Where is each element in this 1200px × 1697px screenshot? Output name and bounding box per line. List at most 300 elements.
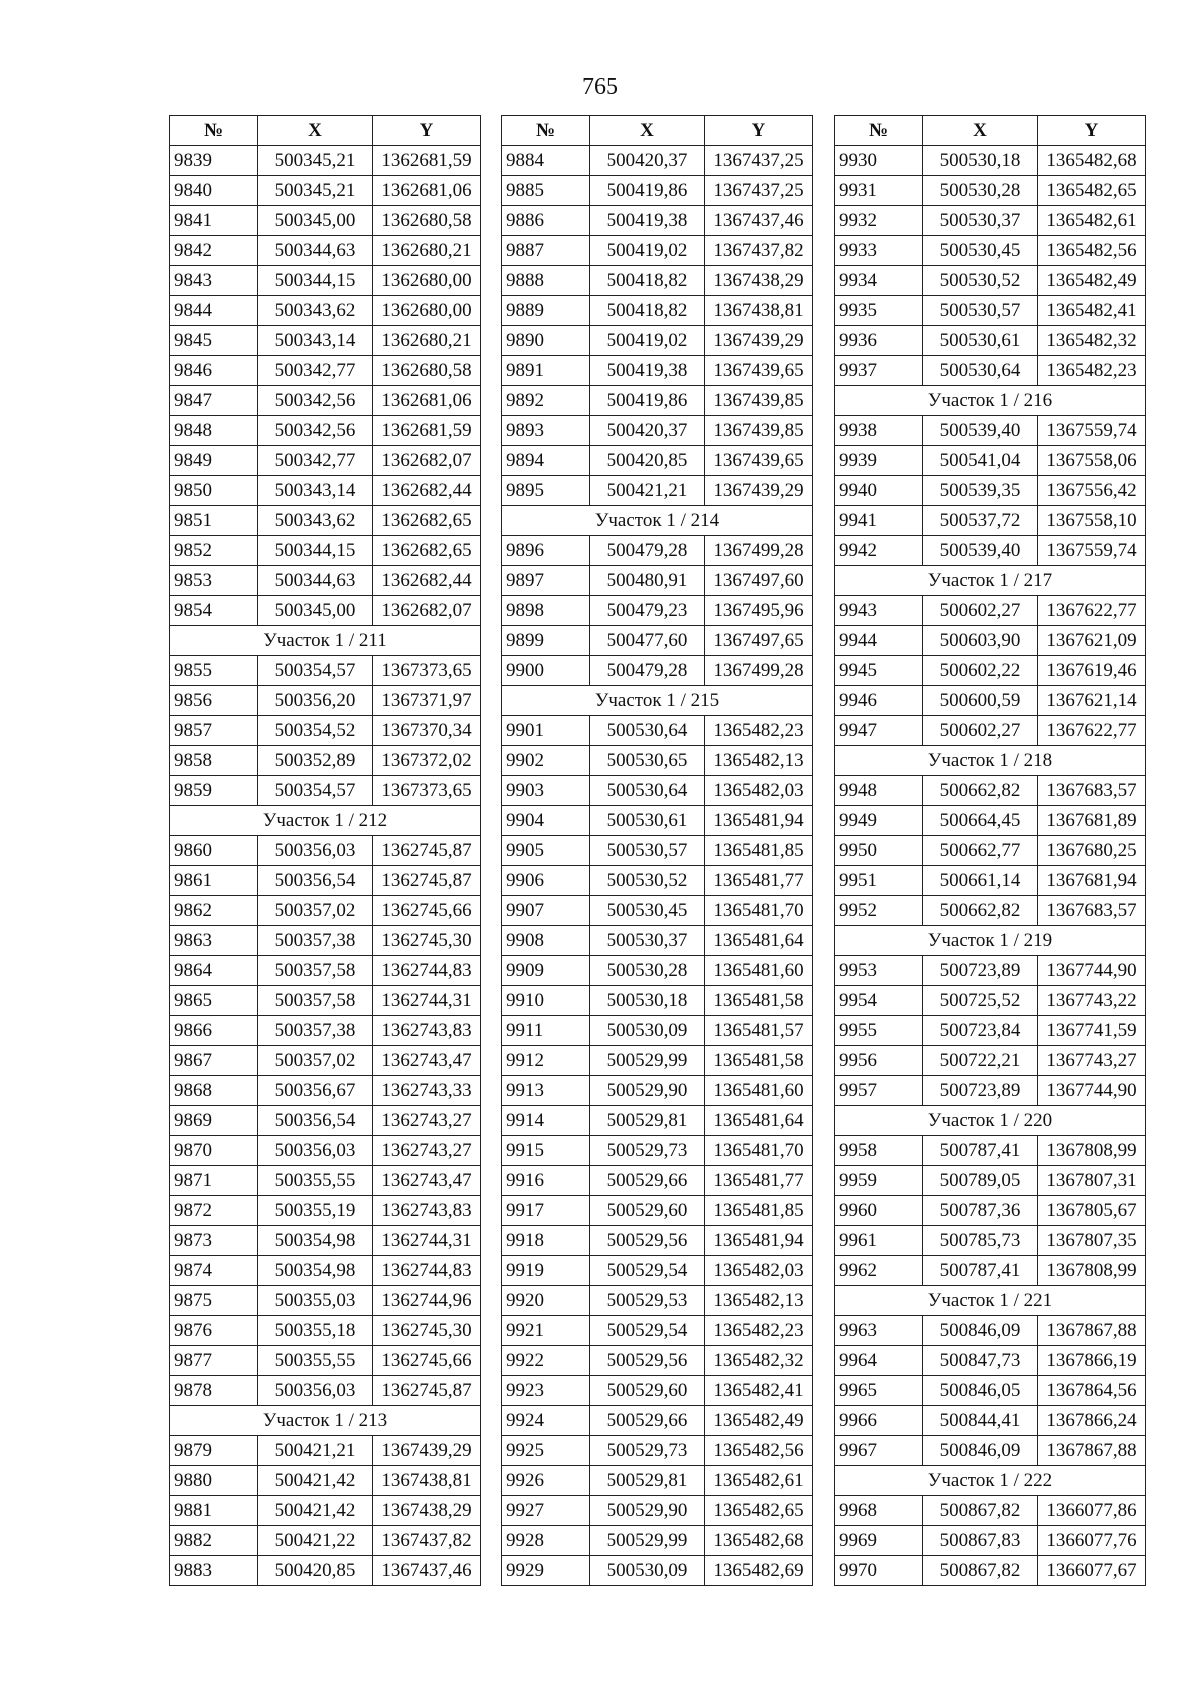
x-coordinate: 500529,73 [590, 1136, 705, 1166]
y-coordinate: 1362680,58 [373, 206, 481, 236]
x-coordinate: 500477,60 [590, 626, 705, 656]
point-number: 9928 [502, 1526, 590, 1556]
point-number: 9866 [170, 1016, 258, 1046]
point-number: 9872 [170, 1196, 258, 1226]
y-coordinate: 1365482,23 [705, 716, 813, 746]
point-number: 9903 [502, 776, 590, 806]
y-coordinate: 1367559,74 [1038, 416, 1146, 446]
x-coordinate: 500356,03 [258, 1376, 373, 1406]
section-row [835, 566, 1146, 596]
x-coordinate: 500421,21 [258, 1436, 373, 1466]
y-coordinate: 1362681,59 [373, 146, 481, 176]
header-y: Y [1038, 116, 1146, 146]
point-number: 9851 [170, 506, 258, 536]
point-number: 9948 [835, 776, 923, 806]
table-row [502, 1526, 813, 1556]
x-coordinate: 500420,85 [590, 446, 705, 476]
point-number: 9878 [170, 1376, 258, 1406]
y-coordinate: 1365481,77 [705, 866, 813, 896]
x-coordinate: 500354,98 [258, 1256, 373, 1286]
y-coordinate: 1365481,70 [705, 896, 813, 926]
point-number: 9914 [502, 1106, 590, 1136]
coordinates-table-1 [169, 115, 481, 1586]
y-coordinate: 1366077,67 [1038, 1556, 1146, 1586]
table-row [502, 206, 813, 236]
point-number: 9912 [502, 1046, 590, 1076]
y-coordinate: 1362681,06 [373, 176, 481, 206]
point-number: 9893 [502, 416, 590, 446]
x-coordinate: 500723,89 [923, 1076, 1038, 1106]
x-coordinate: 500419,02 [590, 236, 705, 266]
point-number: 9907 [502, 896, 590, 926]
point-number: 9920 [502, 1286, 590, 1316]
x-coordinate: 500539,35 [923, 476, 1038, 506]
y-coordinate: 1362744,31 [373, 1226, 481, 1256]
point-number: 9941 [835, 506, 923, 536]
x-coordinate: 500867,82 [923, 1496, 1038, 1526]
table-row [835, 146, 1146, 176]
table-row [170, 1106, 481, 1136]
y-coordinate: 1366077,76 [1038, 1526, 1146, 1556]
table-row [502, 1106, 813, 1136]
x-coordinate: 500603,90 [923, 626, 1038, 656]
header-number: № [835, 116, 923, 146]
x-coordinate: 500354,98 [258, 1226, 373, 1256]
x-coordinate: 500530,61 [923, 326, 1038, 356]
section-row [170, 626, 481, 656]
point-number: 9887 [502, 236, 590, 266]
table-row [502, 446, 813, 476]
x-coordinate: 500419,86 [590, 386, 705, 416]
point-number: 9865 [170, 986, 258, 1016]
table-row [835, 1496, 1146, 1526]
table-row [502, 1046, 813, 1076]
y-coordinate: 1367681,94 [1038, 866, 1146, 896]
point-number: 9880 [170, 1466, 258, 1496]
y-coordinate: 1367621,09 [1038, 626, 1146, 656]
y-coordinate: 1367808,99 [1038, 1256, 1146, 1286]
y-coordinate: 1367437,25 [705, 146, 813, 176]
x-coordinate: 500530,64 [590, 716, 705, 746]
section-row [835, 1106, 1146, 1136]
table-row [835, 776, 1146, 806]
point-number: 9936 [835, 326, 923, 356]
x-coordinate: 500529,66 [590, 1166, 705, 1196]
point-number: 9970 [835, 1556, 923, 1586]
table-row [170, 566, 481, 596]
table-row [835, 446, 1146, 476]
point-number: 9947 [835, 716, 923, 746]
x-coordinate: 500356,54 [258, 1106, 373, 1136]
table-row [502, 386, 813, 416]
point-number: 9888 [502, 266, 590, 296]
x-coordinate: 500530,64 [590, 776, 705, 806]
table-row [502, 1196, 813, 1226]
x-coordinate: 500355,19 [258, 1196, 373, 1226]
point-number: 9944 [835, 626, 923, 656]
point-number: 9968 [835, 1496, 923, 1526]
x-coordinate: 500846,09 [923, 1436, 1038, 1466]
point-number: 9951 [835, 866, 923, 896]
y-coordinate: 1362743,47 [373, 1046, 481, 1076]
table-row [502, 1376, 813, 1406]
x-coordinate: 500530,09 [590, 1016, 705, 1046]
table-row [835, 506, 1146, 536]
x-coordinate: 500530,18 [923, 146, 1038, 176]
point-number: 9966 [835, 1406, 923, 1436]
table-row [835, 656, 1146, 686]
table-row [502, 656, 813, 686]
table-row [170, 776, 481, 806]
y-coordinate: 1367866,24 [1038, 1406, 1146, 1436]
x-coordinate: 500344,63 [258, 236, 373, 266]
x-coordinate: 500867,83 [923, 1526, 1038, 1556]
table-row [835, 836, 1146, 866]
y-coordinate: 1367437,82 [705, 236, 813, 266]
x-coordinate: 500529,54 [590, 1316, 705, 1346]
x-coordinate: 500530,28 [590, 956, 705, 986]
x-coordinate: 500421,42 [258, 1466, 373, 1496]
x-coordinate: 500529,81 [590, 1106, 705, 1136]
table-row [502, 1346, 813, 1376]
section-row [835, 926, 1146, 956]
y-coordinate: 1365481,60 [705, 956, 813, 986]
y-coordinate: 1362745,30 [373, 1316, 481, 1346]
table-row [835, 626, 1146, 656]
y-coordinate: 1365482,68 [705, 1526, 813, 1556]
y-coordinate: 1365482,65 [1038, 176, 1146, 206]
x-coordinate: 500480,91 [590, 566, 705, 596]
x-coordinate: 500530,45 [923, 236, 1038, 266]
point-number: 9854 [170, 596, 258, 626]
section-label: Участок 1 / 221 [835, 1286, 1146, 1316]
y-coordinate: 1367439,65 [705, 356, 813, 386]
section-label: Участок 1 / 214 [502, 506, 813, 536]
point-number: 9883 [170, 1556, 258, 1586]
x-coordinate: 500479,28 [590, 536, 705, 566]
table-row [170, 926, 481, 956]
x-coordinate: 500602,22 [923, 656, 1038, 686]
x-coordinate: 500420,37 [590, 146, 705, 176]
table-row [170, 1496, 481, 1526]
point-number: 9864 [170, 956, 258, 986]
table-row [502, 836, 813, 866]
y-coordinate: 1362680,00 [373, 266, 481, 296]
table-row [835, 896, 1146, 926]
table-row [170, 1196, 481, 1226]
table-row [835, 1556, 1146, 1586]
x-coordinate: 500419,02 [590, 326, 705, 356]
y-coordinate: 1362682,65 [373, 536, 481, 566]
x-coordinate: 500356,20 [258, 686, 373, 716]
y-coordinate: 1367744,90 [1038, 1076, 1146, 1106]
table-row [170, 146, 481, 176]
point-number: 9931 [835, 176, 923, 206]
table-row [835, 956, 1146, 986]
table-row [835, 536, 1146, 566]
y-coordinate: 1367437,25 [705, 176, 813, 206]
table-row [170, 236, 481, 266]
x-coordinate: 500419,86 [590, 176, 705, 206]
y-coordinate: 1362745,30 [373, 926, 481, 956]
x-coordinate: 500530,57 [923, 296, 1038, 326]
x-coordinate: 500352,89 [258, 746, 373, 776]
y-coordinate: 1367807,35 [1038, 1226, 1146, 1256]
y-coordinate: 1365482,41 [705, 1376, 813, 1406]
y-coordinate: 1362744,96 [373, 1286, 481, 1316]
point-number: 9857 [170, 716, 258, 746]
section-label: Участок 1 / 213 [170, 1406, 481, 1436]
table-row [502, 416, 813, 446]
x-coordinate: 500342,77 [258, 446, 373, 476]
table-row [835, 986, 1146, 1016]
y-coordinate: 1362745,87 [373, 836, 481, 866]
table-row [835, 1406, 1146, 1436]
y-coordinate: 1365481,64 [705, 1106, 813, 1136]
table-row [502, 986, 813, 1016]
table-row [170, 866, 481, 896]
point-number: 9953 [835, 956, 923, 986]
y-coordinate: 1367867,88 [1038, 1436, 1146, 1466]
table-row [835, 1076, 1146, 1106]
point-number: 9846 [170, 356, 258, 386]
table-row [170, 296, 481, 326]
y-coordinate: 1367373,65 [373, 776, 481, 806]
x-coordinate: 500529,56 [590, 1226, 705, 1256]
table-row [170, 656, 481, 686]
table-row [170, 1286, 481, 1316]
point-number: 9844 [170, 296, 258, 326]
table-row [502, 176, 813, 206]
point-number: 9891 [502, 356, 590, 386]
table-row [502, 1496, 813, 1526]
point-number: 9924 [502, 1406, 590, 1436]
table-row [170, 386, 481, 416]
y-coordinate: 1362743,83 [373, 1196, 481, 1226]
y-coordinate: 1367680,25 [1038, 836, 1146, 866]
table-row [502, 296, 813, 326]
x-coordinate: 500530,28 [923, 176, 1038, 206]
x-coordinate: 500600,59 [923, 686, 1038, 716]
y-coordinate: 1362680,00 [373, 296, 481, 326]
y-coordinate: 1367438,81 [705, 296, 813, 326]
table-row [835, 1376, 1146, 1406]
table-row [502, 1406, 813, 1436]
table-row [835, 1316, 1146, 1346]
table-row [170, 746, 481, 776]
table-row [502, 326, 813, 356]
table-row [170, 1166, 481, 1196]
table-header-row [835, 116, 1146, 146]
table-row [502, 1286, 813, 1316]
table-row [502, 1076, 813, 1106]
table-row [170, 356, 481, 386]
point-number: 9847 [170, 386, 258, 416]
table-row [835, 686, 1146, 716]
y-coordinate: 1362682,44 [373, 566, 481, 596]
section-row [835, 386, 1146, 416]
y-coordinate: 1367864,56 [1038, 1376, 1146, 1406]
y-coordinate: 1365482,23 [1038, 356, 1146, 386]
table-row [170, 986, 481, 1016]
point-number: 9919 [502, 1256, 590, 1286]
x-coordinate: 500420,37 [590, 416, 705, 446]
coordinates-table-2 [501, 115, 813, 1586]
table-row [835, 296, 1146, 326]
x-coordinate: 500529,99 [590, 1526, 705, 1556]
table-row [502, 626, 813, 656]
y-coordinate: 1362681,06 [373, 386, 481, 416]
x-coordinate: 500529,60 [590, 1196, 705, 1226]
point-number: 9908 [502, 926, 590, 956]
x-coordinate: 500722,21 [923, 1046, 1038, 1076]
x-coordinate: 500343,62 [258, 296, 373, 326]
y-coordinate: 1365482,56 [705, 1436, 813, 1466]
table-row [170, 1346, 481, 1376]
y-coordinate: 1362743,83 [373, 1016, 481, 1046]
x-coordinate: 500662,82 [923, 896, 1038, 926]
table-row [835, 716, 1146, 746]
point-number: 9842 [170, 236, 258, 266]
table-row [835, 176, 1146, 206]
y-coordinate: 1362744,83 [373, 956, 481, 986]
x-coordinate: 500844,41 [923, 1406, 1038, 1436]
point-number: 9946 [835, 686, 923, 716]
x-coordinate: 500662,82 [923, 776, 1038, 806]
point-number: 9860 [170, 836, 258, 866]
y-coordinate: 1367683,57 [1038, 776, 1146, 806]
y-coordinate: 1367743,27 [1038, 1046, 1146, 1076]
y-coordinate: 1367807,31 [1038, 1166, 1146, 1196]
x-coordinate: 500530,37 [923, 206, 1038, 236]
point-number: 9967 [835, 1436, 923, 1466]
section-label: Участок 1 / 220 [835, 1106, 1146, 1136]
y-coordinate: 1362681,59 [373, 416, 481, 446]
point-number: 9863 [170, 926, 258, 956]
y-coordinate: 1365482,61 [705, 1466, 813, 1496]
y-coordinate: 1367438,81 [373, 1466, 481, 1496]
table-row [835, 1526, 1146, 1556]
y-coordinate: 1365482,49 [1038, 266, 1146, 296]
x-coordinate: 500357,58 [258, 986, 373, 1016]
y-coordinate: 1367371,97 [373, 686, 481, 716]
x-coordinate: 500529,66 [590, 1406, 705, 1436]
x-coordinate: 500421,22 [258, 1526, 373, 1556]
x-coordinate: 500354,57 [258, 656, 373, 686]
point-number: 9839 [170, 146, 258, 176]
y-coordinate: 1367681,89 [1038, 806, 1146, 836]
section-label: Участок 1 / 222 [835, 1466, 1146, 1496]
point-number: 9916 [502, 1166, 590, 1196]
table-row [835, 326, 1146, 356]
y-coordinate: 1362743,47 [373, 1166, 481, 1196]
point-number: 9886 [502, 206, 590, 236]
point-number: 9937 [835, 356, 923, 386]
x-coordinate: 500355,55 [258, 1166, 373, 1196]
table-row [502, 1166, 813, 1196]
y-coordinate: 1367439,29 [705, 326, 813, 356]
table-row [170, 1076, 481, 1106]
table-row [502, 776, 813, 806]
y-coordinate: 1365482,68 [1038, 146, 1146, 176]
point-number: 9938 [835, 416, 923, 446]
y-coordinate: 1362745,66 [373, 896, 481, 926]
y-coordinate: 1365482,41 [1038, 296, 1146, 326]
y-coordinate: 1365482,69 [705, 1556, 813, 1586]
x-coordinate: 500529,53 [590, 1286, 705, 1316]
y-coordinate: 1362745,66 [373, 1346, 481, 1376]
x-coordinate: 500343,14 [258, 476, 373, 506]
table-row [170, 836, 481, 866]
y-coordinate: 1367499,28 [705, 656, 813, 686]
x-coordinate: 500530,65 [590, 746, 705, 776]
y-coordinate: 1367372,02 [373, 746, 481, 776]
table-row [170, 326, 481, 356]
point-number: 9952 [835, 896, 923, 926]
y-coordinate: 1362680,21 [373, 326, 481, 356]
point-number: 9930 [835, 146, 923, 176]
y-coordinate: 1367744,90 [1038, 956, 1146, 986]
x-coordinate: 500342,56 [258, 386, 373, 416]
point-number: 9885 [502, 176, 590, 206]
point-number: 9904 [502, 806, 590, 836]
point-number: 9848 [170, 416, 258, 446]
x-coordinate: 500345,21 [258, 146, 373, 176]
header-x: X [258, 116, 373, 146]
section-row [170, 1406, 481, 1436]
table-row [170, 206, 481, 236]
header-y: Y [705, 116, 813, 146]
coordinates-table-3 [834, 115, 1146, 1586]
x-coordinate: 500354,57 [258, 776, 373, 806]
table-row [502, 1436, 813, 1466]
point-number: 9926 [502, 1466, 590, 1496]
point-number: 9895 [502, 476, 590, 506]
y-coordinate: 1367622,77 [1038, 596, 1146, 626]
x-coordinate: 500418,82 [590, 296, 705, 326]
y-coordinate: 1362682,07 [373, 596, 481, 626]
x-coordinate: 500725,52 [923, 986, 1038, 1016]
x-coordinate: 500421,42 [258, 1496, 373, 1526]
y-coordinate: 1365481,85 [705, 836, 813, 866]
x-coordinate: 500529,81 [590, 1466, 705, 1496]
table-row [835, 476, 1146, 506]
y-coordinate: 1365482,32 [705, 1346, 813, 1376]
point-number: 9939 [835, 446, 923, 476]
y-coordinate: 1367805,67 [1038, 1196, 1146, 1226]
y-coordinate: 1367558,10 [1038, 506, 1146, 536]
y-coordinate: 1362745,87 [373, 1376, 481, 1406]
point-number: 9969 [835, 1526, 923, 1556]
point-number: 9906 [502, 866, 590, 896]
table-row [170, 596, 481, 626]
x-coordinate: 500537,72 [923, 506, 1038, 536]
table-row [835, 1136, 1146, 1166]
y-coordinate: 1367437,46 [373, 1556, 481, 1586]
x-coordinate: 500419,38 [590, 356, 705, 386]
table-row [502, 1466, 813, 1496]
table-row [835, 596, 1146, 626]
table-row [835, 1196, 1146, 1226]
y-coordinate: 1367439,29 [373, 1436, 481, 1466]
x-coordinate: 500529,99 [590, 1046, 705, 1076]
x-coordinate: 500356,03 [258, 1136, 373, 1166]
y-coordinate: 1367497,60 [705, 566, 813, 596]
y-coordinate: 1362743,27 [373, 1106, 481, 1136]
table-row [502, 806, 813, 836]
point-number: 9897 [502, 566, 590, 596]
y-coordinate: 1365481,94 [705, 1226, 813, 1256]
